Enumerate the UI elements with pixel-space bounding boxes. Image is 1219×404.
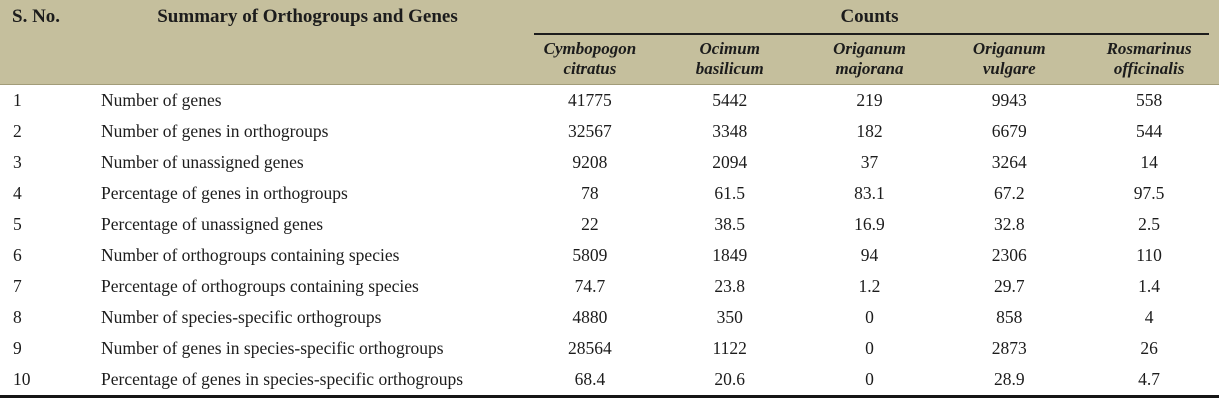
row-number: 2 [13, 121, 22, 141]
value-cell: 1.4 [1138, 276, 1161, 296]
value-cell: 6679 [991, 121, 1027, 141]
value-cell: 350 [716, 307, 743, 327]
counts-header: Counts [840, 6, 899, 27]
table-row [0, 178, 1219, 209]
row-label: Percentage of unassigned genes [101, 214, 324, 234]
value-cell: 23.8 [714, 276, 745, 296]
value-cell: 41775 [568, 90, 612, 110]
table-row [0, 271, 1219, 302]
row-number: 3 [13, 152, 22, 172]
row-label: Percentage of orthogroups containing species [101, 276, 419, 296]
value-cell: 858 [996, 307, 1023, 327]
value-cell: 4880 [572, 307, 608, 327]
species-header-row [520, 35, 1219, 79]
value-cell: 97.5 [1133, 183, 1165, 203]
row-label: Percentage of genes in species-specific orthogroups [101, 369, 464, 389]
row-number: 8 [13, 307, 22, 327]
value-cell: 16.9 [854, 214, 885, 234]
table-row [0, 364, 1219, 395]
table-row [0, 85, 1219, 116]
value-cell: 38.5 [714, 214, 745, 234]
value-cell: 37 [860, 152, 879, 172]
table-body [0, 85, 1219, 395]
value-cell: 28.9 [993, 369, 1025, 389]
value-cell: 14 [1140, 152, 1158, 172]
value-cell: 83.1 [854, 183, 885, 203]
row-number: 4 [13, 183, 22, 203]
row-label: Percentage of genes in orthogroups [101, 183, 348, 203]
value-cell: 26 [1140, 338, 1158, 358]
table-bottom-rule [0, 395, 1219, 398]
species-name-line: officinalis [1113, 59, 1185, 78]
column-header-sno: S. No. [12, 6, 61, 27]
value-cell: 1122 [712, 338, 747, 358]
species-name-line: Ocimum [699, 39, 760, 58]
table-row [0, 116, 1219, 147]
column-header-summary: Summary of Orthogroups and Genes [157, 6, 458, 27]
row-label: Number of species-specific orthogroups [101, 307, 382, 327]
value-cell: 1.2 [858, 276, 881, 296]
value-cell: 94 [860, 245, 879, 265]
row-number: 7 [13, 276, 22, 296]
species-name-line: Rosmarinus [1106, 39, 1192, 58]
value-cell: 20.6 [714, 369, 745, 389]
value-cell: 22 [581, 214, 599, 234]
table-row [0, 147, 1219, 178]
species-name-line: Origanum [833, 39, 906, 58]
value-cell: 544 [1135, 121, 1163, 141]
value-cell: 9943 [991, 90, 1027, 110]
table-row [0, 240, 1219, 271]
species-header-cymbopogon-citratus [520, 39, 660, 79]
value-cell: 558 [1135, 90, 1163, 110]
species-name-line: Origanum [972, 39, 1046, 58]
value-cell: 4.7 [1138, 369, 1161, 389]
value-cell: 2.5 [1138, 214, 1161, 234]
table-row [0, 302, 1219, 333]
row-number: 6 [13, 245, 22, 265]
row-label: Number of unassigned genes [101, 152, 304, 172]
species-name-line: vulgare [982, 59, 1036, 78]
table-row [0, 333, 1219, 364]
row-label: Number of genes in species-specific orthogroups [101, 338, 444, 358]
table-row [0, 209, 1219, 240]
value-cell: 219 [856, 90, 883, 110]
value-cell: 1849 [712, 245, 748, 265]
species-header-ocimum-basilicum [660, 39, 800, 79]
value-cell: 78 [581, 183, 599, 203]
value-cell: 0 [865, 307, 874, 327]
species-header-origanum-vulgare [939, 39, 1079, 79]
value-cell: 2094 [712, 152, 748, 172]
value-cell: 2306 [991, 245, 1027, 265]
species-header-rosmarinus-officinalis [1079, 39, 1219, 79]
species-name-line: Cymbopogon [543, 39, 637, 58]
value-cell: 3264 [991, 152, 1027, 172]
value-cell: 68.4 [574, 369, 606, 389]
value-cell: 182 [856, 121, 883, 141]
value-cell: 32.8 [993, 214, 1025, 234]
value-cell: 0 [865, 369, 874, 389]
value-cell: 4 [1144, 307, 1154, 327]
table-header [0, 0, 1219, 85]
value-cell: 2873 [991, 338, 1027, 358]
row-number: 10 [13, 369, 31, 389]
value-cell: 110 [1136, 245, 1162, 265]
row-number: 5 [13, 214, 22, 234]
value-cell: 9208 [572, 152, 608, 172]
value-cell: 0 [865, 338, 874, 358]
species-name-line: majorana [835, 59, 904, 78]
species-header-origanum-majorana [800, 39, 940, 79]
value-cell: 28564 [568, 338, 612, 358]
value-cell: 5442 [712, 90, 748, 110]
row-number: 9 [13, 338, 22, 358]
value-cell: 3348 [712, 121, 748, 141]
value-cell: 29.7 [993, 276, 1025, 296]
counts-header-block [520, 0, 1219, 84]
value-cell: 61.5 [714, 183, 745, 203]
row-label: Number of genes [101, 90, 222, 110]
value-cell: 67.2 [993, 183, 1025, 203]
value-cell: 32567 [568, 121, 612, 141]
row-label: Number of orthogroups containing species [101, 245, 400, 265]
species-name-line: basilicum [695, 59, 764, 78]
value-cell: 74.7 [574, 276, 606, 296]
species-name-line: citratus [563, 59, 617, 78]
row-number: 1 [13, 90, 22, 110]
row-label: Number of genes in orthogroups [101, 121, 329, 141]
value-cell: 5809 [572, 245, 608, 265]
